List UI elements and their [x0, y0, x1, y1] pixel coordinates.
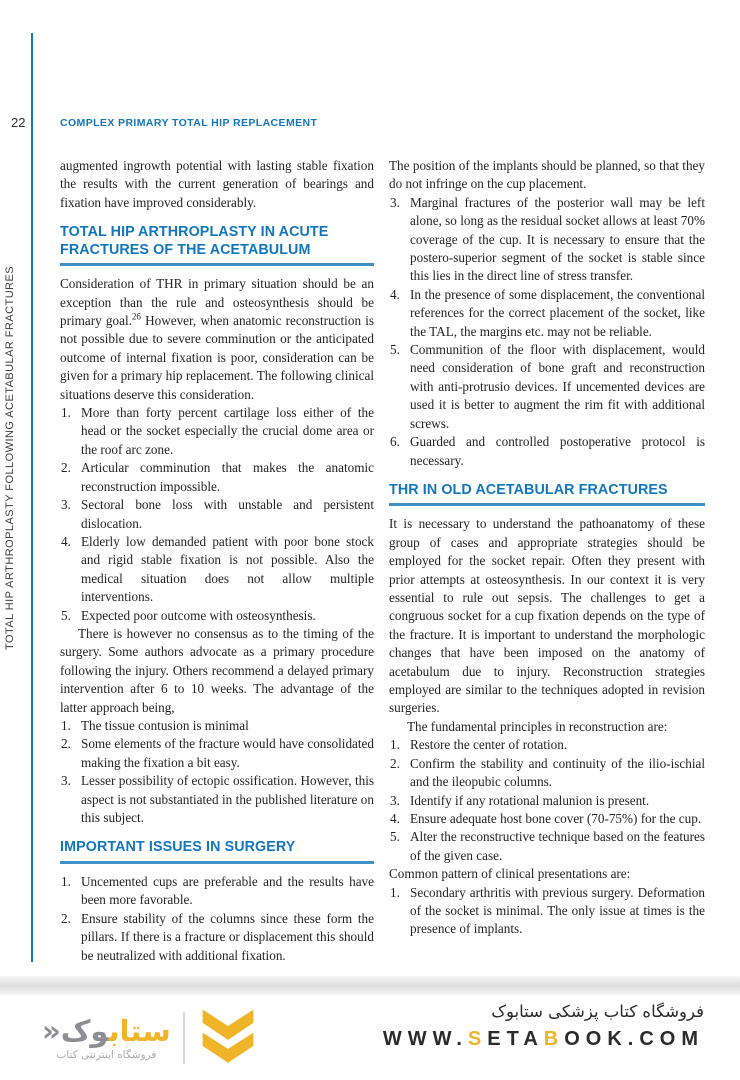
list-item-number: 3. — [390, 792, 400, 808]
setabook-logo — [42, 1006, 259, 1069]
list-item — [389, 286, 705, 341]
double-chevron-icon — [197, 1006, 259, 1069]
list-item-text: Uncemented cups are preferable and the results have been more favorable. — [81, 873, 374, 908]
list-item — [60, 459, 374, 496]
list-item — [389, 828, 705, 865]
list-item-text: Ensure stability of the columns since these form the pillars. If there is a fracture or displacement this should be neutralized with additional fixation. — [81, 910, 374, 963]
logo-guillemet: « — [42, 1013, 61, 1048]
wordmark-segment: ستاب — [108, 1013, 171, 1048]
list-item — [60, 717, 374, 735]
section-heading: THR IN OLD ACETABULAR FRACTURES — [389, 482, 705, 507]
body-paragraph: augmented ingrowth potential with lasting stable fixation the results with the current generation of bearings and fixation have improved considerably. — [60, 158, 374, 210]
list-item-text: Expected poor outcome with osteosynthesis. — [81, 607, 316, 623]
store-name: فروشگاه کتاب پزشکی ستابوک — [491, 1002, 704, 1021]
list-item-text: Some elements of the fracture would have consolidated making the fixation a bit easy. — [81, 736, 374, 770]
url-segment: OOK.COM — [564, 1028, 704, 1050]
list-item-number: 3. — [61, 497, 71, 513]
list-item-text: In the presence of some displacement, the conventional references for the correct placement of the socket, like the TAL, the margins etc. may not be reliable. — [410, 286, 705, 339]
list-item-number: 1. — [61, 873, 71, 889]
logo-wordmark-text — [42, 1015, 171, 1047]
list-item-text: Restore the center of rotation. — [410, 737, 568, 753]
list-item-text: Guarded and controlled postoperative protocol is necessary. — [410, 434, 705, 468]
list-item — [389, 792, 705, 810]
list-item-text: Confirm the stability and continuity of the ilio-ischial and the ileopubic columns. — [410, 755, 705, 790]
list-item-number: 4. — [390, 286, 400, 302]
list-item-number: 6. — [390, 434, 400, 450]
reference-superscript: 26 — [131, 311, 141, 322]
running-header: COMPLEX PRIMARY TOTAL HIP REPLACEMENT — [60, 117, 318, 129]
list-item-number: 3. — [390, 194, 400, 210]
sidebar-chapter-title: TOTAL HIP ARTHROPLASTY FOLLOWING ACETABULAR FRACTURES — [4, 265, 16, 650]
list-item-number: 4. — [61, 533, 71, 549]
paragraph-text: Consideration of THR in primary situation should be an exception than the rule and osteosynthesis should be primary goal. — [60, 276, 374, 329]
list-item-text: Identify if any rotational malunion is present. — [410, 792, 650, 808]
list-item-number: 5. — [390, 342, 400, 358]
list-item — [60, 533, 374, 607]
list-item-number: 1. — [61, 405, 71, 421]
list-item-number: 4. — [390, 810, 400, 826]
paragraph-text: However, when anatomic reconstruction is not possible due to severe comminution or the anticipated outcome of internal fixation is poor, consideration can be given for a primary hip replacement. The following clinical situations deserve this consideration. — [60, 313, 374, 402]
list-item — [60, 496, 374, 533]
url-segment: ETA — [487, 1028, 544, 1050]
url-segment: WWW. — [382, 1028, 468, 1050]
body-paragraph — [60, 275, 374, 404]
url-segment: S — [467, 1028, 488, 1050]
body-paragraph: The fundamental principles in reconstruction are: — [407, 718, 668, 734]
body-paragraph: Common pattern of clinical presentations are: — [389, 866, 631, 882]
logo-wordmark — [42, 1015, 171, 1061]
numbered-list — [60, 404, 374, 625]
body-paragraph: The position of the implants should be planned, so that they do not infringe on the cup placement. — [389, 158, 705, 192]
list-item-text: Marginal fractures of the posterior wall may be left alone, so long as the residual socket allows at least 70% coverage of the cup. It is necessary to ensure that the postero-superior segment of the socket is stable since this lies in the direct line of stress transfer. — [410, 194, 705, 284]
body-paragraph: It is necessary to understand the pathoanatomy of these group of cases and appropriate strategies should be employed for the socket repair. Often they present with prior attempts at osteosynthesis. In our context it is very essential to rule out sepsis. The challenges to get a congruous socket for a cup fixation depends on the type of the fracture. It is important to understand the morphologic changes that have been imposed on the anatomy of acetabulum due to injury. Reconstruction strategies employed are similar to the techniques adopted in revision surgeries. — [389, 516, 705, 716]
numbered-list — [389, 194, 705, 470]
list-item — [389, 433, 705, 470]
list-item-number: 2. — [61, 736, 71, 752]
numbered-list — [60, 873, 374, 965]
left-column — [60, 157, 374, 975]
list-item — [60, 735, 374, 772]
list-item-text: Ensure adequate host bone cover (70-75%) for the cup. — [410, 810, 702, 826]
list-item — [60, 607, 374, 625]
list-item-text: Elderly low demanded patient with poor bone stock and rigid stable fixation is not possible. Also the medical situation does not allow multiple interventions. — [81, 533, 374, 605]
list-item — [389, 810, 705, 828]
section-heading: IMPORTANT ISSUES IN SURGERY — [60, 839, 374, 864]
body-paragraph: There is however no consensus as to the timing of the surgery. Some authors advocate as a primary procedure following the injury. Others recommend a delayed primary intervention after 6 to 10 weeks. The advantage of the latter approach being, — [60, 625, 374, 715]
list-item-number: 2. — [390, 755, 400, 771]
list-item-text: Alter the reconstructive technique based on the features of the given case. — [410, 829, 705, 863]
logo-tagline: فروشگاه اینترنتی کتاب — [56, 1048, 157, 1061]
list-item-number: 5. — [390, 829, 400, 845]
list-item-text: Sectoral bone loss with unstable and persistent dislocation. — [81, 497, 374, 531]
list-item-text: More than forty percent cartilage loss either of the head or the socket especially the crucial dome area or the roof arc zone. — [81, 405, 374, 457]
list-item-number: 1. — [390, 884, 400, 900]
list-item-number: 1. — [61, 717, 71, 733]
wordmark-segment: وک — [60, 1013, 109, 1048]
list-item-text: Secondary arthritis with previous surgery. Deformation of the socket is minimal. The only issue at times is the presence of implants. — [410, 884, 705, 937]
list-item — [60, 404, 374, 459]
list-item — [389, 194, 705, 286]
list-item-number: 2. — [61, 460, 71, 476]
list-item-number: 3. — [61, 773, 71, 789]
website-url — [383, 1028, 704, 1051]
list-item-text: Communition of the floor with displacement, would need consideration of bone graft and reconstruction with anti-protrusio devices. If uncemented devices are used it is better to augment the rim fit with additional screws. — [410, 342, 705, 431]
logo-divider — [183, 1012, 185, 1064]
margin-rule — [31, 33, 33, 962]
list-item — [389, 884, 705, 939]
list-item — [60, 772, 374, 827]
list-item — [389, 736, 705, 754]
footer-store-info — [383, 1002, 704, 1051]
section-heading: TOTAL HIP ARTHROPLASTY IN ACUTE FRACTURES OF THE ACETABULUM — [60, 224, 374, 266]
page-edge-shadow — [0, 976, 740, 995]
url-segment: B — [543, 1028, 565, 1050]
list-item-number: 1. — [390, 737, 400, 753]
list-item-text: Lesser possibility of ectopic ossification. However, this aspect is not substantiated in the published literature on this subject. — [81, 773, 374, 825]
list-item-number: 2. — [61, 910, 71, 926]
list-item-number: 5. — [61, 607, 71, 623]
list-item — [60, 873, 374, 910]
list-item — [389, 755, 705, 792]
numbered-list — [389, 884, 705, 939]
footer — [0, 995, 740, 1080]
page-number: 22 — [11, 115, 26, 130]
list-item — [60, 910, 374, 965]
list-item-text: The tissue contusion is minimal — [81, 717, 249, 733]
numbered-list — [389, 736, 705, 865]
numbered-list — [60, 717, 374, 827]
list-item-text: Articular comminution that makes the anatomic reconstruction impossible. — [81, 460, 374, 494]
right-column — [389, 157, 705, 975]
list-item — [389, 341, 705, 433]
